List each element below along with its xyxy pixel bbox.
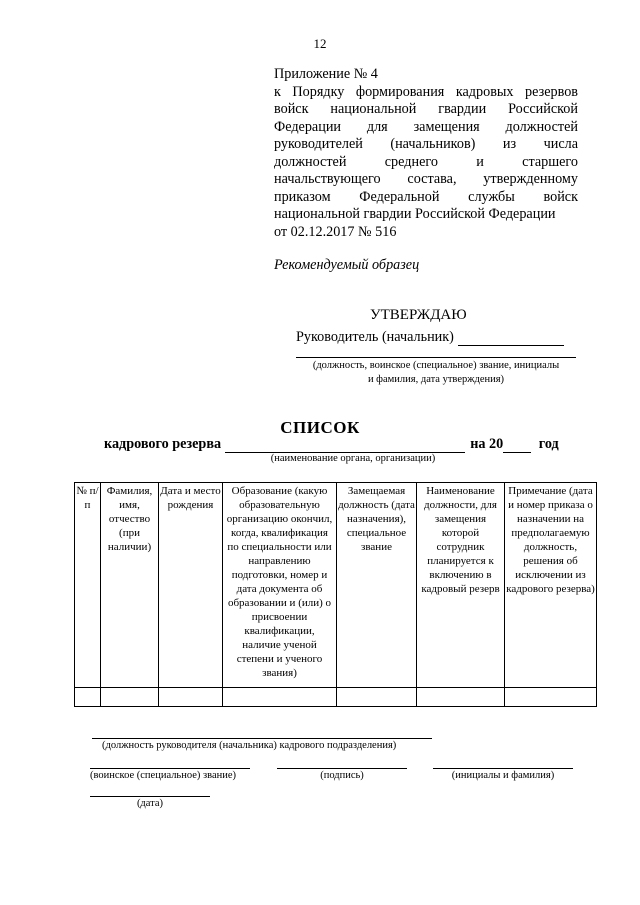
organization-caption: (наименование органа, организации) <box>270 453 436 464</box>
table-cell[interactable] <box>337 688 417 707</box>
appendix-line: к Порядку формирования кадровых резервов <box>274 83 578 100</box>
col-birth: Дата и место рождения <box>159 483 223 688</box>
signature-line[interactable] <box>277 768 407 769</box>
date-line[interactable] <box>90 796 210 797</box>
date-caption: (дата) <box>136 798 164 809</box>
position-signature-line[interactable] <box>92 738 432 739</box>
appendix-block <box>274 66 578 241</box>
appendix-title: Приложение № 4 <box>274 66 378 82</box>
reserve-label: кадрового резерва <box>104 436 222 452</box>
table-cell[interactable] <box>75 688 101 707</box>
reserve-table <box>74 482 597 707</box>
table-cell[interactable] <box>159 688 223 707</box>
head-signature-line <box>296 329 564 346</box>
col-note: Примечание (дата и номер приказа о назначении на предполагаемую должность, решения об исключении из кадрового резерва) <box>505 483 597 688</box>
name-caption: (инициалы и фамилия) <box>451 770 555 781</box>
page-number: 12 <box>313 36 327 51</box>
table-row <box>75 688 597 707</box>
approval-caption-line: (должность, воинское (специальное) звание, инициалы <box>312 360 560 371</box>
appendix-line: Федерации для замещения должностей <box>274 118 578 135</box>
rank-signature-line[interactable] <box>90 768 250 769</box>
year-suffix: год <box>538 436 559 452</box>
approval-caption <box>290 359 582 387</box>
appendix-line: войск национальной гвардии Российской <box>274 101 578 117</box>
head-label: Руководитель (начальник) <box>296 329 454 345</box>
table-cell[interactable] <box>505 688 597 707</box>
table-cell[interactable] <box>417 688 505 707</box>
col-target-position: Наименование должности, для замещения которой сотрудник планируется к включению в кадровый резерв <box>417 483 505 688</box>
table-cell[interactable] <box>101 688 159 707</box>
organization-blank[interactable] <box>225 438 465 453</box>
approval-caption-line: и фамилия, дата утверждения) <box>367 374 505 385</box>
sample-label: Рекомендуемый образец <box>274 257 420 273</box>
year-prefix: на 20 <box>470 436 504 452</box>
table-header-row <box>75 483 597 688</box>
appendix-line: национальной гвардии Российской Федерации <box>274 206 556 222</box>
appendix-line: руководителей (начальников) из числа <box>274 136 578 152</box>
approve-heading: УТВЕРЖДАЮ <box>370 307 467 323</box>
signature-caption: (подпись) <box>320 770 364 781</box>
appendix-line: начальствующего состава, утвержденному <box>274 171 578 187</box>
approval-rule <box>296 357 576 358</box>
rank-caption: (воинское (специальное) звание) <box>90 770 237 781</box>
name-signature-line[interactable] <box>433 768 573 769</box>
appendix-line: от 02.12.2017 № 516 <box>274 223 397 240</box>
table-cell[interactable] <box>223 688 337 707</box>
col-position: Замещаемая должность (дата назначения), специальное звание <box>337 483 417 688</box>
position-caption: (должность руководителя (начальника) кадрового подразделения) <box>102 740 397 751</box>
col-name: Фамилия, имя, отчество (при наличии) <box>101 483 159 688</box>
list-title: СПИСОК <box>280 418 360 437</box>
col-education: Образование (какую образовательную организацию окончил, когда, квалификация по специальности или направлению подготовки, номер и дата документа об образовании и (или) о присвоении квалификации, наличие ученой степени и ученого звания) <box>223 483 337 688</box>
reserve-line <box>104 436 559 453</box>
col-number: № п/п <box>75 483 101 688</box>
head-blank[interactable] <box>458 331 564 346</box>
year-blank[interactable] <box>503 438 531 453</box>
appendix-line: должностей среднего и старшего <box>274 153 578 170</box>
appendix-line: приказом Федеральной службы войск <box>274 188 578 205</box>
